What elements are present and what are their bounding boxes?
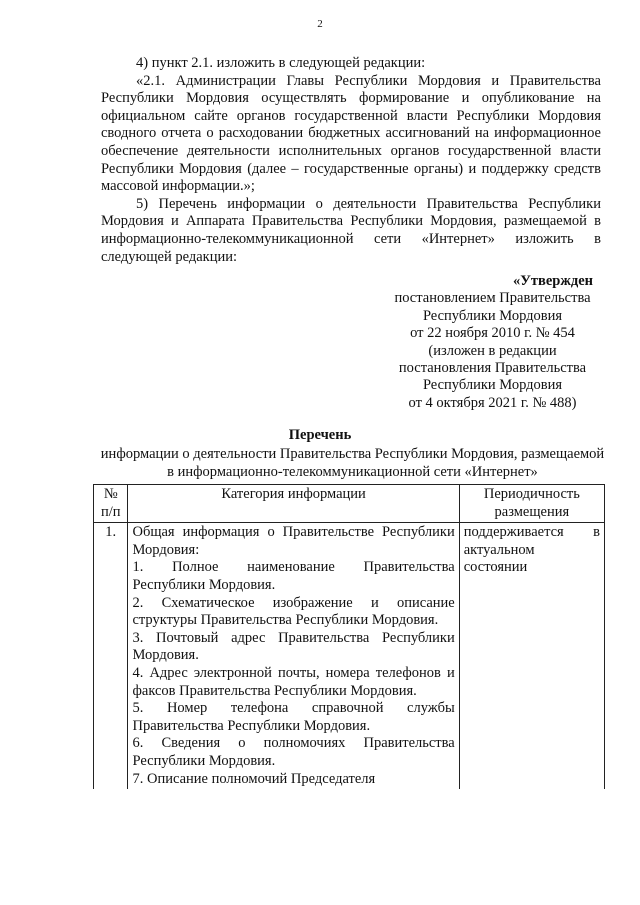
approval-line: Республики Мордовия bbox=[422, 377, 563, 394]
approval-line: Республики Мордовия bbox=[422, 307, 563, 324]
header-number: № п/п bbox=[94, 485, 128, 523]
paragraph-item-5: 5) Перечень информации о деятельности Правительства Республики Мордовия и Аппарата Правительства Республики Мордовия, размещаемой в информационно-телекоммуникационной сети «Интернет» изложить в следующей редакции: bbox=[101, 195, 601, 265]
category-item: 1. Полное наименование Правительства Республики Мордовия. bbox=[132, 559, 455, 593]
header-category: Категория информации bbox=[128, 485, 459, 523]
category-item: 2. Схематическое изображение и описание структуры Правительства Республики Мордовия. bbox=[132, 594, 455, 629]
category-item: Общая информация о Правительстве Республики Мордовия: bbox=[132, 524, 455, 558]
approval-stamp bbox=[380, 273, 605, 412]
category-item: 4. Адрес электронной почты, номера телефонов и факсов Правительства Республики Мордовия. bbox=[132, 664, 455, 699]
approval-line: от 4 октября 2021 г. № 488) bbox=[408, 394, 577, 411]
header-period: Периодичность размещения bbox=[459, 485, 604, 523]
row-category bbox=[128, 523, 459, 789]
category-item: 3. Почтовый адрес Правительства Республики Мордовия. bbox=[132, 629, 455, 664]
category-item: 5. Номер телефона справочной службы Правительства Республики Мордовия. bbox=[132, 700, 455, 734]
body-text bbox=[101, 55, 601, 266]
list-subtitle: информации о деятельности Правительства Республики Мордовия, размещаемой в информационно-телекоммуникационной сети «Интернет» bbox=[100, 446, 605, 480]
table-row bbox=[94, 523, 605, 789]
paragraph-item-4: 4) пункт 2.1. изложить в следующей редакции: bbox=[136, 55, 426, 71]
approval-heading: «Утвержден bbox=[513, 273, 593, 289]
row-period: поддерживается в актуальном состоянии bbox=[459, 523, 604, 789]
category-item: 6. Сведения о полномочиях Правительства Республики Мордовия. bbox=[132, 735, 455, 769]
list-title: Перечень bbox=[288, 427, 352, 443]
page-number: 2 bbox=[317, 18, 323, 30]
table-header-row bbox=[94, 485, 605, 523]
category-item: 7. Описание полномочий Председателя bbox=[132, 770, 376, 787]
approval-line: постановлением Правительства bbox=[394, 290, 591, 307]
approval-line: (изложен в редакции bbox=[428, 342, 557, 359]
row-number: 1. bbox=[94, 523, 128, 789]
approval-line: постановления Правительства bbox=[398, 360, 587, 377]
paragraph-quoted-2-1: «2.1. Администрации Главы Республики Мордовия и Правительства Республики Мордовия осуществлять формирование и опубликование на официальном сайте органов государственной власти Республики Мордовия сводного отчета о расходовании бюджетных ассигнований на информационное обеспечение деятельности исполнительных органов государственной власти Республики Мордовия (далее – государственные органы) и поддержку средств массовой информации.»; bbox=[101, 72, 601, 195]
approval-line: от 22 ноября 2010 г. № 454 bbox=[410, 325, 575, 342]
information-table bbox=[93, 484, 605, 789]
